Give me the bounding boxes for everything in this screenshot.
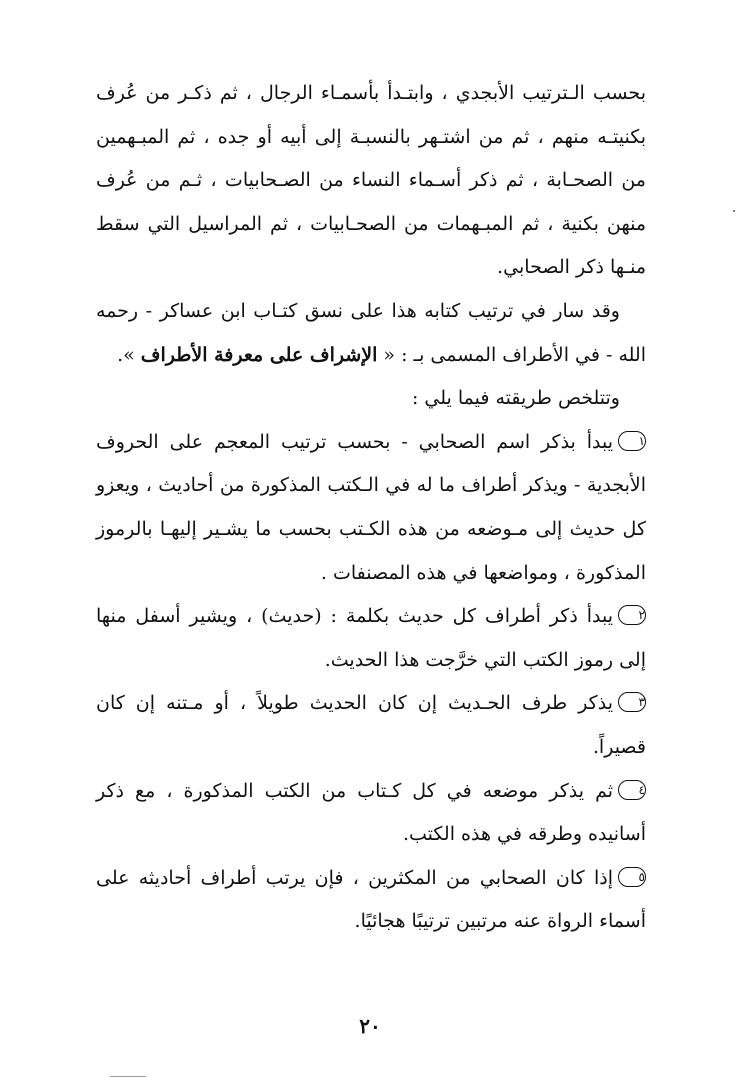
- item-number-badge: ٣: [618, 692, 646, 712]
- list-item: [96, 857, 646, 944]
- item-number-badge: ٢: [618, 605, 646, 625]
- intro-paragraph: [96, 290, 646, 377]
- list-item: [96, 770, 646, 857]
- intro-text-after: ».: [117, 343, 141, 366]
- body-text: [96, 72, 646, 944]
- book-title: الإشراف على معرفة الأطراف: [140, 343, 378, 366]
- item-text: يبدأ ذكر أطراف كل حديث بكلمة : (حديث) ، ويشير أسفل منها إلى رموز الكتب التي خرَّجت هذا الحديث.: [96, 605, 646, 671]
- item-number-badge: ١: [618, 431, 646, 451]
- item-text: يذكر طرف الحـديث إن كان الحديث طويلاً ، أو مـتنه إن كان قصيراً.: [96, 692, 646, 758]
- summary-line: وتتلخص طريقته فيما يلي :: [411, 387, 620, 410]
- scan-smudge: [110, 1076, 146, 1077]
- scan-speck: [733, 210, 735, 212]
- intro-text-before: وقد سار في ترتيب كتابه هذا على نسق كتـاب ابن عساكر - رحمه الله - في الأطراف المسمى بـ : «: [96, 299, 646, 366]
- item-text: يبدأ بذكر اسم الصحابي - بحسب ترتيب المعجم على الحروف الأبجدية - ويذكر أطراف ما له في الـكتب المذكورة من أحاديث ، ويعزو كل حديث إلى مـوضعه من هذه الكـتب بحسب ما يشـير إليهـا بالرموز المذكورة ، ومواضعها في هذه المصنفات .: [96, 430, 646, 584]
- item-text: إذا كان الصحابي من المكثرين ، فإن يرتب أطراف أحاديثه على أسماء الرواة عنه مرتبين ترتيبًا هجائيًا.: [96, 866, 646, 933]
- item-number-badge: ٤: [618, 780, 646, 800]
- item-text: ثم يذكر موضعه في كل كـتاب من الكتب المذكورة ، مع ذكر أسانيده وطرقه في هذه الكتب.: [96, 779, 646, 846]
- opening-paragraph: بحسب الـترتيب الأبجدي ، وابتـدأ بأسمـاء الرجال ، ثم ذكـر من عُرف بكنيتـه منهم ، ثم من اشتـهر بالنسبـة إلى أبيه أو جده ، ثم المبـهمين من الصحـابة ، ثم ذكر أسـماء النساء من الصـحابيات ، ثـم من عُرف منهن بكنية ، ثم المبـهمات من الصحـابيات ، ثم المراسيل التي سقط منـها ذكر الصحابي.: [96, 82, 646, 279]
- list-item: [96, 421, 646, 595]
- list-item: [96, 682, 646, 769]
- list-item: [96, 595, 646, 682]
- page-number: ٢٠: [359, 1014, 381, 1038]
- item-number-badge: ٥: [618, 867, 646, 887]
